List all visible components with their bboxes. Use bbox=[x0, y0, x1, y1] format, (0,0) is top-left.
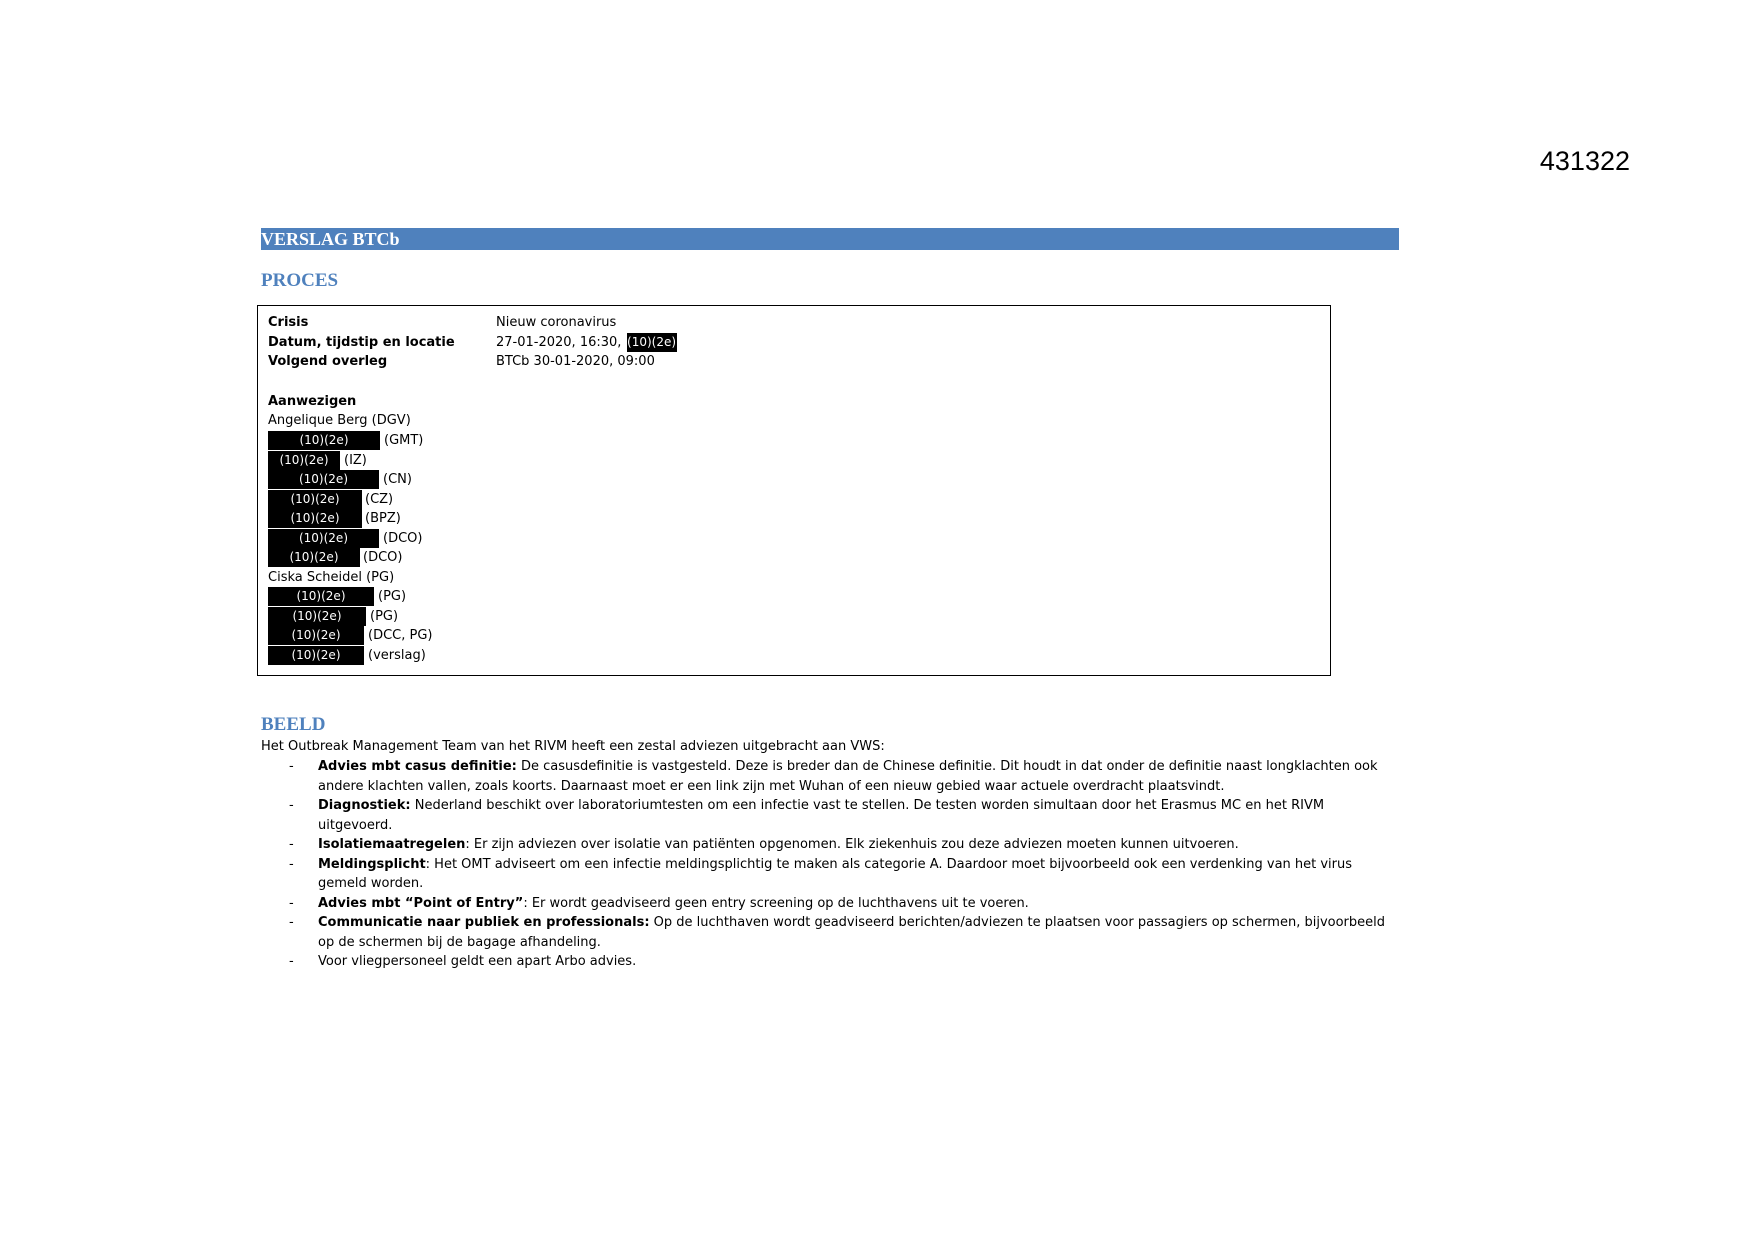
bullet-dash: - bbox=[289, 954, 294, 969]
redaction-block: (10)(2e) bbox=[268, 529, 379, 548]
list-item bbox=[261, 855, 1401, 894]
bullet-dash: - bbox=[289, 759, 294, 774]
bullet-dash: - bbox=[289, 895, 294, 911]
attendee-name: Angelique Berg (DGV) bbox=[268, 413, 411, 428]
field-value-crisis: Nieuw coronavirus bbox=[496, 315, 617, 330]
advice-text: Voor vliegpersoneel geldt een apart Arbo advies. bbox=[318, 954, 637, 969]
attendee-role: (CN) bbox=[383, 472, 412, 487]
field-label-volgend-overleg: Volgend overleg bbox=[268, 354, 388, 369]
attendee-role: (PG) bbox=[370, 608, 399, 624]
redaction-block: (10)(2e) bbox=[268, 548, 360, 567]
advice-title: Isolatiemaatregelen bbox=[318, 837, 466, 852]
bullet-dash: - bbox=[289, 837, 294, 852]
redaction-block: (10)(2e) bbox=[268, 587, 374, 606]
advice-title: Communicatie naar publiek en professionals: bbox=[318, 915, 650, 930]
advice-title: Advies mbt “Point of Entry” bbox=[318, 895, 524, 911]
report-title: VERSLAG BTCb bbox=[261, 228, 1399, 250]
advice-text: : Er wordt geadviseerd geen entry screening op de luchthavens uit te voeren. bbox=[523, 895, 1029, 911]
redaction-block: (10)(2e) bbox=[268, 607, 366, 626]
beeld-intro: Het Outbreak Management Team van het RIVM heeft een zestal adviezen uitgebracht aan VWS: bbox=[261, 739, 885, 754]
attendee-role: (CZ) bbox=[365, 491, 394, 507]
redaction-block: (10)(2e) bbox=[627, 333, 677, 352]
advice-text: Op de luchthaven wordt geadviseerd berichten/adviezen te plaatsen voor passagiers op schermen, bijvoorbeeld op de schermen bij de bagage afhandeling. bbox=[318, 915, 1386, 950]
redaction-block: (10)(2e) bbox=[268, 509, 362, 528]
field-label-datum: Datum, tijdstip en locatie bbox=[268, 334, 455, 350]
advice-list bbox=[261, 757, 1401, 972]
field-label-crisis: Crisis bbox=[268, 315, 309, 330]
attendee-row bbox=[268, 568, 394, 588]
attendee-role: (DCO) bbox=[363, 550, 403, 565]
attendee-role: (GMT) bbox=[384, 433, 424, 448]
document-number: 431322 bbox=[1539, 146, 1630, 176]
redaction-block: (10)(2e) bbox=[268, 490, 362, 509]
advice-title: Meldingsplicht bbox=[318, 856, 426, 872]
redaction-block: (10)(2e) bbox=[268, 431, 380, 450]
attendees-heading: Aanwezigen bbox=[268, 394, 357, 409]
attendee-role: (DCC, PG) bbox=[368, 628, 433, 643]
bullet-dash: - bbox=[289, 798, 294, 813]
redaction-block: (10)(2e) bbox=[268, 646, 364, 665]
list-item bbox=[261, 835, 1401, 855]
list-item bbox=[261, 913, 1401, 952]
beeld-heading: BEELD bbox=[261, 714, 326, 735]
advice-text: : Er zijn adviezen over isolatie van patiënten opgenomen. Elk ziekenhuis zou deze adviezen moeten kunnen uitvoeren. bbox=[465, 837, 1239, 852]
attendee-role: (BPZ) bbox=[365, 511, 401, 526]
list-item bbox=[261, 952, 1401, 972]
field-value-datum bbox=[496, 333, 677, 353]
datum-text: 27-01-2020, 16:30, bbox=[496, 334, 622, 350]
proces-table bbox=[257, 305, 1331, 676]
advice-title: Advies mbt casus definitie: bbox=[318, 759, 517, 774]
bullet-dash: - bbox=[289, 915, 294, 930]
attendee-role: (IZ) bbox=[344, 452, 367, 468]
attendee-role: (PG) bbox=[378, 589, 407, 604]
attendee-name: Ciska Scheidel (PG) bbox=[268, 569, 395, 585]
attendee-role: (verslag) bbox=[368, 647, 426, 663]
list-item bbox=[261, 757, 1401, 796]
advice-text: Nederland beschikt over laboratoriumtesten om een infectie vast te stellen. De testen worden simultaan door het Erasmus MC en het RIVM uitgevoerd. bbox=[318, 798, 1325, 833]
redaction-block: (10)(2e) bbox=[268, 626, 364, 645]
redaction-block: (10)(2e) bbox=[268, 451, 340, 470]
bullet-dash: - bbox=[289, 856, 294, 872]
proces-heading: PROCES bbox=[261, 270, 339, 291]
attendee-row bbox=[268, 411, 411, 431]
field-value-volgend-overleg: BTCb 30-01-2020, 09:00 bbox=[496, 354, 655, 369]
list-item bbox=[261, 796, 1401, 835]
advice-title: Diagnostiek: bbox=[318, 798, 411, 813]
list-item bbox=[261, 894, 1401, 914]
attendee-role: (DCO) bbox=[383, 530, 423, 546]
redaction-block: (10)(2e) bbox=[268, 470, 379, 489]
advice-text: De casusdefinitie is vastgesteld. Deze is breder dan de Chinese definitie. Dit houdt in dat onder de definitie naast longklachten ook andere klachten vallen, zoals koorts. Daarnaast moet er een link zijn met Wuhan of een nieuw gebied waar actuele overdracht plaatsvindt. bbox=[318, 759, 1378, 794]
advice-text: : Het OMT adviseert om een infectie meldingsplichtig te maken als categorie A. Daardoor moet bijvoorbeeld ook een verdenking van het virus gemeld worden. bbox=[318, 856, 1353, 891]
